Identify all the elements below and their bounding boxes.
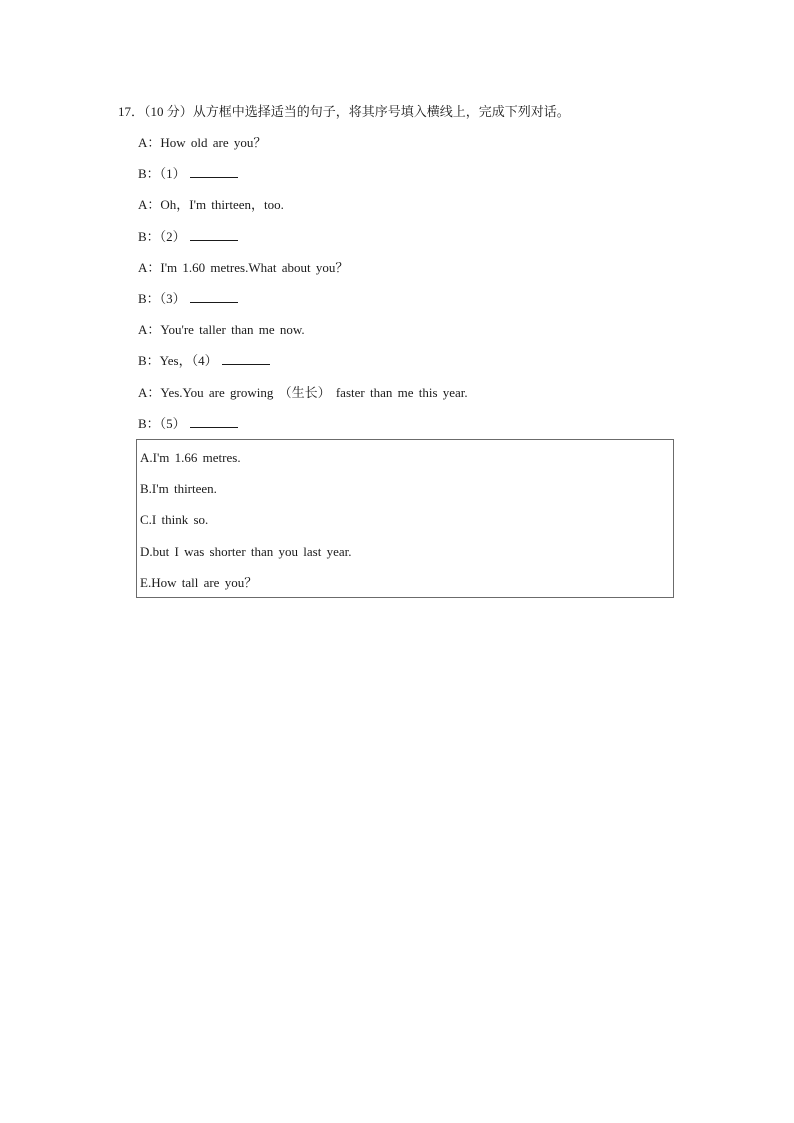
dialogue — [138, 134, 698, 446]
dialogue-line — [138, 290, 698, 321]
option-c: C.I think so. — [140, 512, 209, 528]
dialogue-line — [138, 228, 698, 259]
options-list — [140, 449, 351, 605]
dialogue-line-text: B：Yes，（4） — [138, 353, 218, 369]
option-b: B.I'm thirteen. — [140, 481, 217, 497]
question-instruction: 从方框中选择适当的句子，将其序号填入横线上，完成下列对话。 — [192, 104, 570, 119]
option-d: D.but I was shorter than you last year. — [140, 543, 352, 559]
dialogue-line — [138, 384, 698, 415]
answer-blank-4[interactable] — [222, 352, 270, 365]
dialogue-line-text: B：（1） — [138, 166, 186, 182]
dialogue-line-text: B：（3） — [138, 290, 186, 306]
dialogue-line — [138, 196, 698, 227]
answer-blank-2[interactable] — [190, 228, 238, 241]
dialogue-line-text: A：How old are you？ — [138, 135, 267, 150]
dialogue-line-text: A：Oh，I'm thirteen，too. — [138, 197, 284, 213]
question-number: 17． — [118, 104, 145, 119]
dialogue-line-text: B：（5） — [138, 415, 186, 431]
dialogue-line — [138, 165, 698, 196]
answer-blank-1[interactable] — [190, 165, 238, 178]
dialogue-line — [138, 134, 698, 165]
option-e: E.How tall are you？ — [140, 574, 258, 590]
dialogue-line — [138, 259, 698, 290]
options-box — [136, 439, 674, 598]
answer-blank-5[interactable] — [190, 415, 238, 428]
answer-blank-3[interactable] — [190, 290, 238, 303]
dialogue-line — [138, 352, 698, 383]
option-a: A.I'm 1.66 metres. — [140, 450, 241, 465]
dialogue-line-text: A：Yes.You are growing （生长） faster than me this year. — [138, 384, 468, 400]
question-score: （10 分） — [144, 104, 193, 119]
question-header — [118, 103, 570, 121]
dialogue-line-text: A：You're taller than me now. — [138, 322, 305, 338]
dialogue-line-text: B：（2） — [138, 228, 186, 244]
dialogue-line-text: A：I'm 1.60 metres.What about you？ — [138, 259, 349, 275]
dialogue-line — [138, 321, 698, 352]
